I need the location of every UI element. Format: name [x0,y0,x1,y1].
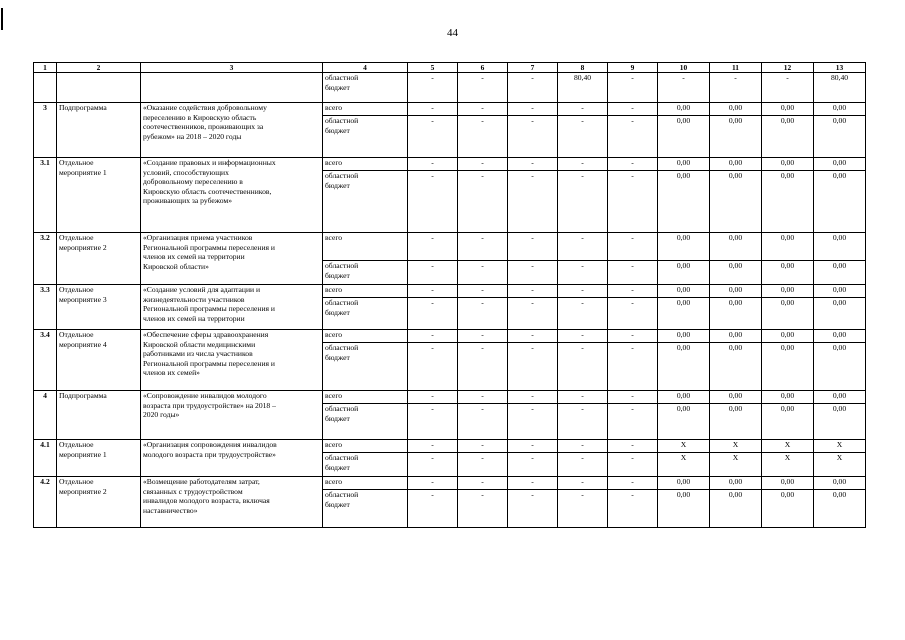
cell-line: областной [325,404,359,413]
cell-line: областной [325,73,359,82]
cell-line: областной [325,116,359,125]
funding-source [323,477,408,490]
value-cell: - [408,490,458,528]
value-cell: 0,00 [814,343,866,391]
row-title [141,391,323,440]
value-cell: 0,00 [658,404,710,440]
cell-line: «Создание условий для адаптации и [143,285,261,294]
value-cell: - [558,116,608,158]
value-cell: - [558,330,608,343]
table-row [34,73,866,103]
value-cell: - [458,453,508,477]
value-cell: - [608,343,658,391]
row-number: 3.3 [34,285,57,330]
cell-line: мероприятие 2 [59,486,107,496]
value-cell: 0,00 [658,490,710,528]
value-cell: 80,40 [558,73,608,103]
cell-line: бюджет [325,82,350,92]
cell-line: всего [325,103,343,112]
value-cell: - [558,261,608,285]
cell-line: бюджет [325,180,350,190]
value-cell: - [508,477,558,490]
value-cell: - [458,440,508,453]
value-cell: - [608,440,658,453]
cell-line: областной [325,298,359,307]
value-cell: 0,00 [658,261,710,285]
cell-line: бюджет [325,413,350,423]
cell-line: инвалидов молодого возраста, включая [143,496,270,506]
funding-source [323,330,408,343]
value-cell: - [408,116,458,158]
value-cell: 0,00 [710,477,762,490]
cell-line: областной [325,490,359,499]
value-cell: - [408,285,458,298]
cell-line: проживающих за рубежом» [143,196,233,206]
value-cell: - [408,298,458,330]
value-cell: - [608,330,658,343]
page-number: 44 [447,27,458,39]
value-cell: - [558,343,608,391]
value-cell: X [658,440,710,453]
value-cell: - [508,490,558,528]
value-cell: X [710,453,762,477]
cell-line: Отдельное [59,285,94,294]
cell-line: мероприятие 2 [59,242,107,252]
value-cell: - [408,233,458,261]
value-cell: - [408,404,458,440]
header-cell-4: 4 [323,63,408,73]
table-row [34,440,866,453]
value-cell: - [508,158,558,171]
header-cell-6: 6 [458,63,508,73]
value-cell: - [508,103,558,116]
cell-line: всего [325,391,343,400]
value-cell: - [508,116,558,158]
header-cell-11: 11 [710,63,762,73]
cell-line: возраста при трудоустройстве» на 2018 – [143,400,276,410]
row-number: 3.4 [34,330,57,391]
value-cell: - [608,490,658,528]
value-cell: - [458,298,508,330]
cell-line: добровольному переселению в [143,177,243,187]
value-cell: - [762,73,814,103]
value-cell: - [408,171,458,233]
value-cell: - [458,233,508,261]
row-title [141,330,323,391]
cell-line: «Организация приема участников [143,233,253,242]
value-cell: - [608,298,658,330]
funding-source [323,440,408,453]
cell-line: бюджет [325,352,350,362]
value-cell: - [508,343,558,391]
funding-source [323,116,408,158]
value-cell: 0,00 [814,477,866,490]
cell-line: областной [325,261,359,270]
value-cell: - [408,453,458,477]
value-cell: X [814,453,866,477]
header-cell-9: 9 [608,63,658,73]
value-cell: - [508,298,558,330]
cell-line: членов их семей на территории [143,252,245,262]
cell-line: Подпрограмма [59,103,107,112]
row-title [141,440,323,477]
value-cell: 80,40 [814,73,866,103]
table-row [34,477,866,490]
value-cell: - [408,391,458,404]
value-cell: 0,00 [762,330,814,343]
value-cell: - [458,477,508,490]
row-number: 4 [34,391,57,440]
value-cell: 0,00 [658,477,710,490]
value-cell: 0,00 [658,116,710,158]
row-number [34,73,57,103]
value-cell: - [508,285,558,298]
value-cell: 0,00 [762,404,814,440]
value-cell: - [558,158,608,171]
cell-line: «Создание правовых и информационных [143,158,276,167]
value-cell: - [408,103,458,116]
cell-line: областной [325,171,359,180]
cell-line: членов их семей на территории [143,313,245,323]
row-number: 4.1 [34,440,57,477]
value-cell: - [408,440,458,453]
value-cell: 0,00 [814,490,866,528]
cell-line: мероприятие 4 [59,339,107,349]
value-cell: - [408,343,458,391]
value-cell: 0,00 [762,343,814,391]
row-type [57,103,141,158]
value-cell: 0,00 [658,343,710,391]
value-cell: X [814,440,866,453]
value-cell: 0,00 [658,233,710,261]
value-cell: 0,00 [814,261,866,285]
value-cell: - [608,453,658,477]
value-cell: 0,00 [658,285,710,298]
value-cell: 0,00 [762,490,814,528]
value-cell: X [710,440,762,453]
funding-source [323,285,408,298]
cell-line: жизнедеятельности участников [143,294,245,304]
value-cell: 0,00 [762,171,814,233]
value-cell: 0,00 [762,116,814,158]
value-cell: 0,00 [814,404,866,440]
value-cell: 0,00 [762,285,814,298]
row-type [57,330,141,391]
value-cell: - [608,477,658,490]
value-cell: - [508,391,558,404]
value-cell: - [508,171,558,233]
value-cell: - [458,404,508,440]
value-cell: 0,00 [814,171,866,233]
cell-line: «Возмещение работодателям затрат, [143,477,260,486]
value-cell: 0,00 [710,490,762,528]
value-cell: - [458,330,508,343]
value-cell: - [558,453,608,477]
cell-line: Региональной программы переселения и [143,304,275,314]
value-cell: 0,00 [710,233,762,261]
value-cell: 0,00 [658,298,710,330]
value-cell: - [558,404,608,440]
value-cell: - [458,103,508,116]
value-cell: - [608,233,658,261]
value-cell: 0,00 [814,330,866,343]
cell-line: всего [325,440,343,449]
cell-line: всего [325,477,343,486]
value-cell: - [558,285,608,298]
cell-line: соотечественников, проживающих за [143,122,264,132]
value-cell: X [658,453,710,477]
funding-source [323,298,408,330]
cell-line: Региональной программы переселения и [143,242,275,252]
value-cell: - [558,233,608,261]
value-cell: - [608,158,658,171]
value-cell: - [608,391,658,404]
cell-line: «Обеспечение сферы здравоохранения [143,330,269,339]
cell-line: рубежом» на 2018 – 2020 годы [143,131,242,141]
value-cell: 0,00 [710,404,762,440]
value-cell: X [762,440,814,453]
header-cell-7: 7 [508,63,558,73]
value-cell: - [458,158,508,171]
funding-source [323,73,408,103]
funding-source [323,343,408,391]
value-cell: 0,00 [710,171,762,233]
cell-line: бюджет [325,462,350,472]
value-cell: 0,00 [762,233,814,261]
table-row [34,330,866,343]
value-cell: - [608,261,658,285]
value-cell: - [558,440,608,453]
row-title [141,477,323,528]
row-number: 3.1 [34,158,57,233]
row-type [57,440,141,477]
header-cell-8: 8 [558,63,608,73]
value-cell: 0,00 [658,330,710,343]
cell-line: «Оказание содействия добровольному [143,103,267,112]
value-cell: X [762,453,814,477]
value-cell: 0,00 [762,391,814,404]
value-cell: - [458,391,508,404]
value-cell: 0,00 [762,261,814,285]
table-row [34,285,866,298]
value-cell: - [508,440,558,453]
row-type [57,477,141,528]
value-cell: 0,00 [762,103,814,116]
cell-line: Отдельное [59,233,94,242]
value-cell: - [608,103,658,116]
cell-line: мероприятие 1 [59,449,107,459]
cell-line: областной [325,453,359,462]
value-cell: 0,00 [814,103,866,116]
table-row [34,233,866,261]
value-cell: 0,00 [762,158,814,171]
value-cell: 0,00 [710,391,762,404]
value-cell: 0,00 [814,298,866,330]
funding-source [323,391,408,404]
table-row [34,103,866,116]
value-cell: - [558,103,608,116]
cell-line: Отдельное [59,158,94,167]
value-cell: 0,00 [658,103,710,116]
funding-source [323,490,408,528]
value-cell: - [458,490,508,528]
header-cell-3: 3 [141,63,323,73]
cell-line: молодого возраста при трудоустройстве» [143,449,276,459]
value-cell: 0,00 [814,158,866,171]
value-cell: - [558,477,608,490]
row-number: 3.2 [34,233,57,285]
value-cell: - [508,453,558,477]
value-cell: 0,00 [658,171,710,233]
header-row [34,63,866,73]
header-cell-2: 2 [57,63,141,73]
value-cell: - [608,116,658,158]
cell-line: Кировской области» [143,261,209,271]
row-title [141,233,323,285]
value-cell: - [508,330,558,343]
header-cell-13: 13 [814,63,866,73]
header-cell-12: 12 [762,63,814,73]
row-title [141,285,323,330]
value-cell: - [508,404,558,440]
value-cell: - [558,298,608,330]
value-cell: - [658,73,710,103]
value-cell: 0,00 [814,391,866,404]
cell-line: работниками из числа участников [143,349,253,359]
cell-line: переселению в Кировскую область [143,112,257,122]
value-cell: 0,00 [762,298,814,330]
value-cell: - [608,171,658,233]
value-cell: 0,00 [710,158,762,171]
row-title [141,158,323,233]
value-cell: 0,00 [710,261,762,285]
value-cell: - [458,116,508,158]
value-cell: 0,00 [710,285,762,298]
value-cell: - [408,261,458,285]
value-cell: - [458,343,508,391]
table-row [34,158,866,171]
value-cell: - [508,73,558,103]
value-cell: 0,00 [710,103,762,116]
cell-line: Подпрограмма [59,391,107,400]
row-type [57,73,141,103]
row-number: 3 [34,103,57,158]
cell-line: членов их семей» [143,368,200,378]
cell-line: мероприятие 1 [59,167,107,177]
row-type [57,285,141,330]
value-cell: 0,00 [710,343,762,391]
value-cell: 0,00 [814,285,866,298]
cell-line: областной [325,343,359,352]
value-cell: - [608,404,658,440]
value-cell: 0,00 [710,298,762,330]
cell-line: Отдельное [59,477,94,486]
value-cell: - [458,261,508,285]
value-cell: - [408,158,458,171]
value-cell: - [408,73,458,103]
cell-line: бюджет [325,499,350,509]
cell-line: всего [325,158,343,167]
row-title [141,73,323,103]
value-cell: - [458,73,508,103]
value-cell: - [408,477,458,490]
cell-line: мероприятие 3 [59,294,107,304]
budget-table [33,62,866,528]
funding-source [323,233,408,261]
cell-line: условий, способствующих [143,167,229,177]
funding-source [323,453,408,477]
value-cell: - [458,285,508,298]
cell-line: 2020 годы» [143,410,180,420]
funding-source [323,261,408,285]
cell-line: Кировской области медицинскими [143,339,256,349]
value-cell: 0,00 [658,158,710,171]
value-cell: 0,00 [814,116,866,158]
value-cell: 0,00 [762,477,814,490]
cell-line: «Организация сопровождения инвалидов [143,440,277,449]
row-number: 4.2 [34,477,57,528]
value-cell: - [608,73,658,103]
funding-source [323,404,408,440]
value-cell: - [558,171,608,233]
cell-line: бюджет [325,307,350,317]
header-cell-1: 1 [34,63,57,73]
funding-source [323,103,408,116]
row-title [141,103,323,158]
cell-line: бюджет [325,270,350,280]
cell-line: всего [325,285,343,294]
value-cell: 0,00 [658,391,710,404]
cell-line: бюджет [325,125,350,135]
cell-line: всего [325,233,343,242]
value-cell: - [710,73,762,103]
cell-line: всего [325,330,343,339]
value-cell: 0,00 [710,330,762,343]
value-cell: 0,00 [814,233,866,261]
cell-line: Региональной программы переселения и [143,358,275,368]
cell-line: Кировскую область соотечественников, [143,186,272,196]
cell-line: наставничество» [143,505,198,515]
cell-line: Отдельное [59,440,94,449]
header-cell-10: 10 [658,63,710,73]
funding-source [323,171,408,233]
table-row [34,391,866,404]
value-cell: 0,00 [710,116,762,158]
value-cell: - [508,233,558,261]
row-type [57,233,141,285]
value-cell: - [558,391,608,404]
row-type [57,158,141,233]
funding-source [323,158,408,171]
cell-line: «Сопровождение инвалидов молодого [143,391,267,400]
value-cell: - [508,261,558,285]
cell-line: связанных с трудоустройством [143,486,243,496]
value-cell: - [558,490,608,528]
value-cell: - [608,285,658,298]
cell-line: Отдельное [59,330,94,339]
value-cell: - [408,330,458,343]
row-type [57,391,141,440]
header-cell-5: 5 [408,63,458,73]
value-cell: - [458,171,508,233]
